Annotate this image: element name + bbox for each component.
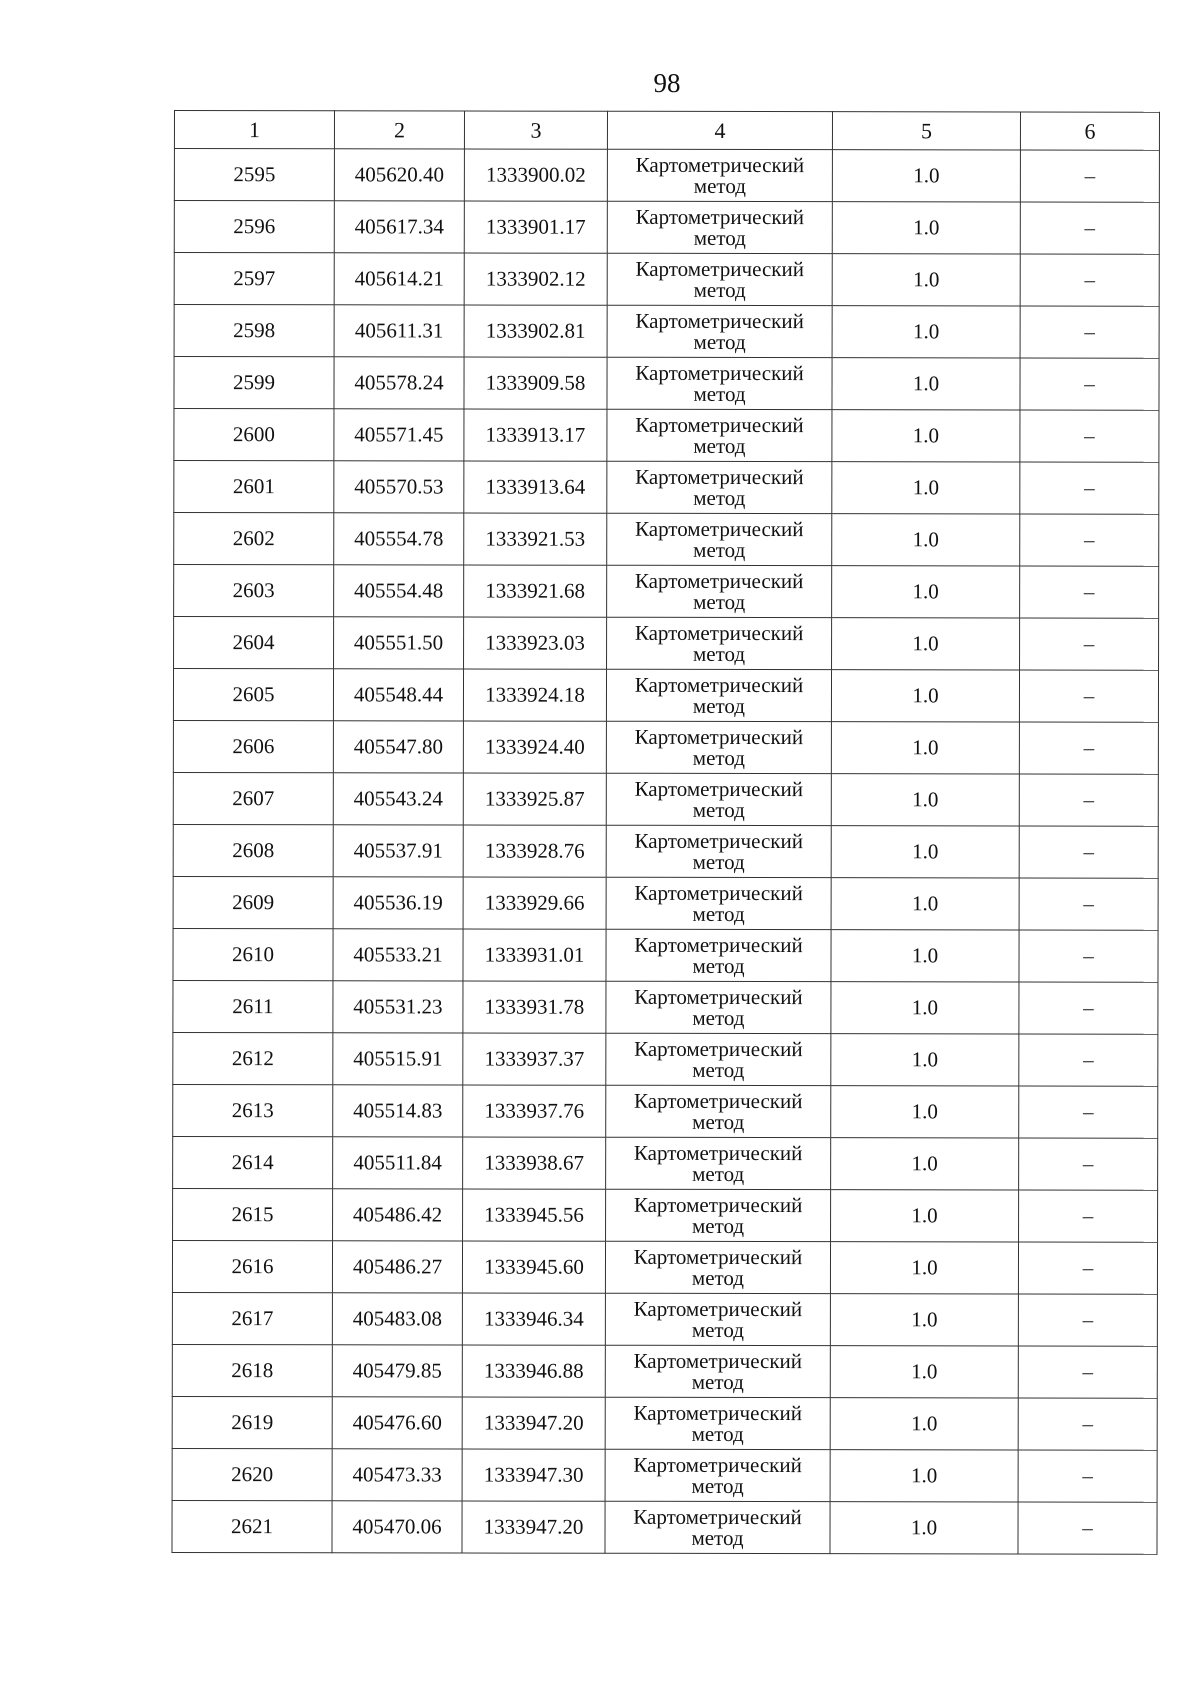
- point-number: 2617: [172, 1292, 332, 1344]
- method-line-2: метод: [693, 485, 746, 510]
- coordinate-x: 405543.24: [333, 773, 463, 825]
- coordinate-x: 405486.27: [332, 1241, 462, 1293]
- method-cell: [605, 1293, 830, 1345]
- point-number: 2616: [172, 1240, 332, 1292]
- method-line-2: метод: [692, 641, 746, 666]
- method-line-2: метод: [691, 1421, 744, 1446]
- coordinate-x: 405614.21: [334, 253, 464, 305]
- table-row: [174, 305, 1159, 359]
- table-row: [174, 409, 1159, 463]
- method-line-2: метод: [693, 173, 746, 198]
- method-line-1: Картометрический: [633, 1348, 803, 1373]
- coordinate-y: 1333946.88: [462, 1345, 605, 1397]
- note-value: –: [1018, 1294, 1157, 1346]
- method-line-1: Картометрический: [633, 1400, 802, 1425]
- method-cell: [607, 513, 832, 565]
- accuracy-value: 1.0: [831, 1138, 1019, 1190]
- page-number: 98: [653, 68, 681, 98]
- note-value: –: [1018, 1502, 1157, 1554]
- coordinate-x: 405617.34: [334, 201, 464, 253]
- table-header: [174, 111, 1159, 151]
- method-line-2: метод: [691, 1369, 744, 1394]
- method-cell: [606, 1137, 831, 1189]
- table-row: [174, 201, 1159, 255]
- coordinate-y: 1333945.56: [463, 1189, 606, 1241]
- method-line-2: метод: [693, 589, 746, 614]
- note-value: –: [1020, 462, 1159, 514]
- method-cell: [606, 1085, 831, 1137]
- note-value: –: [1019, 982, 1158, 1034]
- table-row: [172, 1344, 1157, 1398]
- coordinate-x: 405479.85: [332, 1345, 462, 1397]
- method-cell: [607, 305, 832, 357]
- method-line-1: Картометрический: [635, 464, 804, 489]
- point-number: 2619: [172, 1396, 332, 1448]
- note-value: –: [1020, 618, 1159, 670]
- method-cell: [606, 877, 831, 929]
- coordinate-x: 405551.50: [334, 617, 464, 669]
- coordinate-y: 1333937.76: [463, 1085, 606, 1137]
- point-number: 2605: [173, 669, 333, 721]
- table-row: [174, 461, 1159, 515]
- method-line-2: метод: [692, 1109, 745, 1134]
- accuracy-value: 1.0: [831, 878, 1019, 930]
- table-row: [174, 617, 1159, 671]
- point-number: 2612: [173, 1032, 333, 1084]
- table-row: [173, 1188, 1158, 1242]
- coordinate-x: 405531.23: [333, 981, 463, 1033]
- method-line-1: Картометрический: [633, 1140, 803, 1165]
- table-row: [174, 513, 1159, 567]
- accuracy-value: 1.0: [830, 1450, 1018, 1502]
- method-cell: [607, 201, 832, 253]
- method-cell: [607, 461, 832, 513]
- coordinate-x: 405536.19: [333, 877, 463, 929]
- method-line-1: Картометрический: [634, 568, 804, 593]
- coordinate-y: 1333938.67: [463, 1137, 606, 1189]
- accuracy-value: 1.0: [830, 1242, 1018, 1294]
- accuracy-value: 1.0: [832, 566, 1020, 618]
- coordinate-y: 1333925.87: [463, 773, 606, 825]
- coordinate-y: 1333928.76: [463, 825, 606, 877]
- table-row: [173, 1032, 1158, 1086]
- method-line-1: Картометрический: [634, 724, 804, 749]
- method-line-2: метод: [692, 953, 745, 978]
- coordinate-x: 405554.78: [334, 513, 464, 565]
- method-cell: [605, 1241, 830, 1293]
- method-line-1: Картометрический: [635, 152, 805, 177]
- method-line-1: Картометрический: [634, 880, 803, 905]
- method-line-1: Картометрический: [634, 1036, 803, 1061]
- coordinate-x: 405515.91: [333, 1033, 463, 1085]
- point-number: 2608: [173, 824, 333, 876]
- coordinate-y: 1333901.17: [464, 201, 607, 253]
- note-value: –: [1019, 670, 1158, 722]
- accuracy-value: 1.0: [830, 1346, 1018, 1398]
- method-cell: [606, 669, 831, 721]
- coordinate-y: 1333947.20: [462, 1501, 605, 1553]
- coordinate-y: 1333945.60: [462, 1241, 605, 1293]
- point-number: 2598: [174, 305, 334, 357]
- note-value: –: [1018, 1450, 1157, 1502]
- method-cell: [606, 929, 831, 981]
- coordinate-y: 1333902.81: [464, 305, 607, 357]
- method-cell: [607, 357, 832, 409]
- table-row: [172, 1448, 1157, 1502]
- method-line-2: метод: [692, 797, 745, 822]
- table-row: [174, 357, 1159, 411]
- point-number: 2615: [173, 1188, 333, 1240]
- accuracy-value: 1.0: [832, 410, 1020, 462]
- accuracy-value: 1.0: [830, 1294, 1018, 1346]
- method-line-1: Картометрический: [634, 672, 804, 697]
- method-line-1: Картометрический: [634, 984, 803, 1009]
- note-value: –: [1020, 306, 1159, 358]
- point-number: 2601: [174, 461, 334, 513]
- coordinate-y: 1333931.01: [463, 929, 606, 981]
- method-line-2: метод: [692, 745, 745, 770]
- accuracy-value: 1.0: [832, 150, 1020, 202]
- table-row: [173, 772, 1158, 826]
- table-row: [173, 1136, 1158, 1190]
- table-row: [173, 928, 1158, 982]
- accuracy-value: 1.0: [831, 1034, 1019, 1086]
- method-line-1: Картометрический: [634, 932, 803, 957]
- table-row: [173, 980, 1158, 1034]
- table-row: [173, 720, 1158, 774]
- method-cell: [606, 981, 831, 1033]
- coordinate-y: 1333913.64: [464, 461, 607, 513]
- accuracy-value: 1.0: [832, 202, 1020, 254]
- method-line-1: Картометрический: [634, 828, 803, 853]
- method-cell: [606, 721, 831, 773]
- coordinate-x: 405511.84: [333, 1137, 463, 1189]
- table-row: [172, 1396, 1157, 1450]
- method-line-1: Картометрический: [635, 360, 804, 385]
- table-row: [173, 824, 1158, 878]
- coordinate-x: 405537.91: [333, 825, 463, 877]
- coordinate-y: 1333924.18: [463, 669, 606, 721]
- note-value: –: [1020, 566, 1159, 618]
- header-cell-2: 2: [334, 111, 464, 149]
- method-cell: [606, 773, 831, 825]
- coordinate-y: 1333900.02: [464, 149, 607, 201]
- note-value: –: [1019, 1086, 1158, 1138]
- method-line-2: метод: [692, 849, 745, 874]
- table-row: [174, 253, 1159, 307]
- method-line-1: Картометрический: [633, 1244, 803, 1269]
- method-line-1: Картометрический: [635, 412, 804, 437]
- point-number: 2611: [173, 980, 333, 1032]
- method-line-2: метод: [692, 1005, 745, 1030]
- accuracy-value: 1.0: [832, 306, 1020, 358]
- note-value: –: [1019, 826, 1158, 878]
- table-row: [172, 1240, 1157, 1294]
- coordinate-x: 405620.40: [334, 149, 464, 201]
- method-cell: [606, 1033, 831, 1085]
- coordinate-y: 1333913.17: [464, 409, 607, 461]
- point-number: 2620: [172, 1448, 332, 1500]
- method-cell: [605, 1449, 830, 1501]
- method-line-1: Картометрический: [634, 1088, 803, 1113]
- table-body: [172, 149, 1159, 1555]
- coordinate-x: 405554.48: [334, 565, 464, 617]
- coordinate-y: 1333909.58: [464, 357, 607, 409]
- point-number: 2602: [174, 513, 334, 565]
- note-value: –: [1019, 722, 1158, 774]
- coordinate-y: 1333924.40: [463, 721, 606, 773]
- coordinate-x: 405483.08: [332, 1293, 462, 1345]
- accuracy-value: 1.0: [831, 1190, 1019, 1242]
- method-cell: [605, 1345, 830, 1397]
- note-value: –: [1020, 150, 1159, 202]
- method-line-2: метод: [692, 1057, 745, 1082]
- note-value: –: [1020, 202, 1159, 254]
- coordinate-x: 405470.06: [332, 1501, 462, 1553]
- point-number: 2600: [174, 409, 334, 461]
- method-line-2: метод: [691, 1317, 744, 1342]
- table-row: [173, 876, 1158, 930]
- point-number: 2621: [172, 1500, 332, 1552]
- accuracy-value: 1.0: [832, 618, 1020, 670]
- note-value: –: [1020, 254, 1159, 306]
- point-number: 2614: [173, 1136, 333, 1188]
- coordinate-x: 405476.60: [332, 1397, 462, 1449]
- point-number: 2603: [174, 565, 334, 617]
- accuracy-value: 1.0: [832, 254, 1020, 306]
- method-line-2: метод: [693, 277, 746, 302]
- method-line-2: метод: [692, 693, 746, 718]
- method-line-2: метод: [692, 901, 745, 926]
- method-line-2: метод: [693, 329, 746, 354]
- note-value: –: [1018, 1398, 1157, 1450]
- method-line-2: метод: [691, 1213, 745, 1238]
- method-line-2: метод: [691, 1265, 745, 1290]
- method-line-2: метод: [693, 537, 746, 562]
- point-number: 2607: [173, 772, 333, 824]
- coordinate-x: 405611.31: [334, 305, 464, 357]
- table-row: [172, 1500, 1157, 1554]
- header-row: [174, 111, 1159, 151]
- method-line-1: Картометрический: [635, 516, 804, 541]
- coordinate-y: 1333902.12: [464, 253, 607, 305]
- table-row: [174, 149, 1159, 203]
- method-cell: [607, 565, 832, 617]
- point-number: 2606: [173, 720, 333, 772]
- accuracy-value: 1.0: [831, 982, 1019, 1034]
- coordinate-x: 405578.24: [334, 357, 464, 409]
- coordinate-y: 1333931.78: [463, 981, 606, 1033]
- method-cell: [605, 1501, 830, 1553]
- accuracy-value: 1.0: [832, 462, 1020, 514]
- header-cell-5: 5: [832, 112, 1020, 150]
- point-number: 2595: [174, 149, 334, 201]
- point-number: 2596: [174, 201, 334, 253]
- table-row: [173, 1084, 1158, 1138]
- note-value: –: [1019, 774, 1158, 826]
- method-line-2: метод: [693, 225, 746, 250]
- table-row: [172, 1292, 1157, 1346]
- method-line-1: Картометрический: [633, 1192, 803, 1217]
- method-line-1: Картометрический: [635, 204, 805, 229]
- method-cell: [607, 149, 832, 201]
- accuracy-value: 1.0: [830, 1502, 1018, 1554]
- method-line-1: Картометрический: [633, 1504, 802, 1529]
- point-number: 2613: [173, 1084, 333, 1136]
- accuracy-value: 1.0: [830, 1398, 1018, 1450]
- coordinate-y: 1333921.68: [464, 565, 607, 617]
- coordinate-y: 1333946.34: [462, 1293, 605, 1345]
- method-line-1: Картометрический: [633, 1452, 802, 1477]
- note-value: –: [1019, 1190, 1158, 1242]
- note-value: –: [1019, 878, 1158, 930]
- method-line-1: Картометрический: [635, 308, 804, 333]
- accuracy-value: 1.0: [831, 930, 1019, 982]
- method-line-1: Картометрический: [634, 776, 804, 801]
- method-line-2: метод: [691, 1473, 744, 1498]
- accuracy-value: 1.0: [831, 722, 1019, 774]
- coordinate-x: 405473.33: [332, 1449, 462, 1501]
- note-value: –: [1019, 930, 1158, 982]
- coordinate-x: 405570.53: [334, 461, 464, 513]
- point-number: 2597: [174, 253, 334, 305]
- header-cell-6: 6: [1020, 112, 1159, 150]
- coordinates-table: [171, 110, 1160, 1555]
- method-line-2: метод: [691, 1525, 744, 1550]
- header-cell-1: 1: [174, 111, 334, 149]
- header-cell-3: 3: [464, 111, 607, 149]
- accuracy-value: 1.0: [832, 358, 1020, 410]
- point-number: 2609: [173, 876, 333, 928]
- header-cell-4: 4: [607, 111, 832, 149]
- accuracy-value: 1.0: [831, 826, 1019, 878]
- method-line-1: Картометрический: [633, 1296, 803, 1321]
- coordinate-y: 1333947.30: [462, 1449, 605, 1501]
- table-row: [173, 669, 1158, 723]
- point-number: 2599: [174, 357, 334, 409]
- method-line-1: Картометрический: [635, 256, 804, 281]
- coordinate-x: 405571.45: [334, 409, 464, 461]
- method-cell: [606, 825, 831, 877]
- point-number: 2610: [173, 928, 333, 980]
- accuracy-value: 1.0: [831, 774, 1019, 826]
- method-line-2: метод: [692, 1161, 745, 1186]
- coordinate-x: 405548.44: [333, 669, 463, 721]
- method-cell: [607, 409, 832, 461]
- method-cell: [607, 253, 832, 305]
- coordinate-x: 405533.21: [333, 929, 463, 981]
- note-value: –: [1020, 410, 1159, 462]
- point-number: 2604: [174, 617, 334, 669]
- accuracy-value: 1.0: [831, 670, 1019, 722]
- point-number: 2618: [172, 1344, 332, 1396]
- method-cell: [607, 617, 832, 669]
- note-value: –: [1019, 1138, 1158, 1190]
- table-row: [174, 565, 1159, 619]
- coordinate-y: 1333921.53: [464, 513, 607, 565]
- note-value: –: [1020, 514, 1159, 566]
- note-value: –: [1018, 1242, 1157, 1294]
- method-cell: [606, 1189, 831, 1241]
- coordinate-x: 405547.80: [333, 721, 463, 773]
- note-value: –: [1018, 1346, 1157, 1398]
- coordinate-x: 405514.83: [333, 1085, 463, 1137]
- method-line-1: Картометрический: [634, 620, 804, 645]
- accuracy-value: 1.0: [831, 1086, 1019, 1138]
- method-line-2: метод: [693, 433, 746, 458]
- coordinate-y: 1333929.66: [463, 877, 606, 929]
- accuracy-value: 1.0: [832, 514, 1020, 566]
- coordinate-x: 405486.42: [333, 1189, 463, 1241]
- coordinate-y: 1333923.03: [464, 617, 607, 669]
- coordinate-y: 1333937.37: [463, 1033, 606, 1085]
- note-value: –: [1020, 358, 1159, 410]
- method-line-2: метод: [693, 381, 746, 406]
- coordinate-y: 1333947.20: [462, 1397, 605, 1449]
- note-value: –: [1019, 1034, 1158, 1086]
- method-cell: [605, 1397, 830, 1449]
